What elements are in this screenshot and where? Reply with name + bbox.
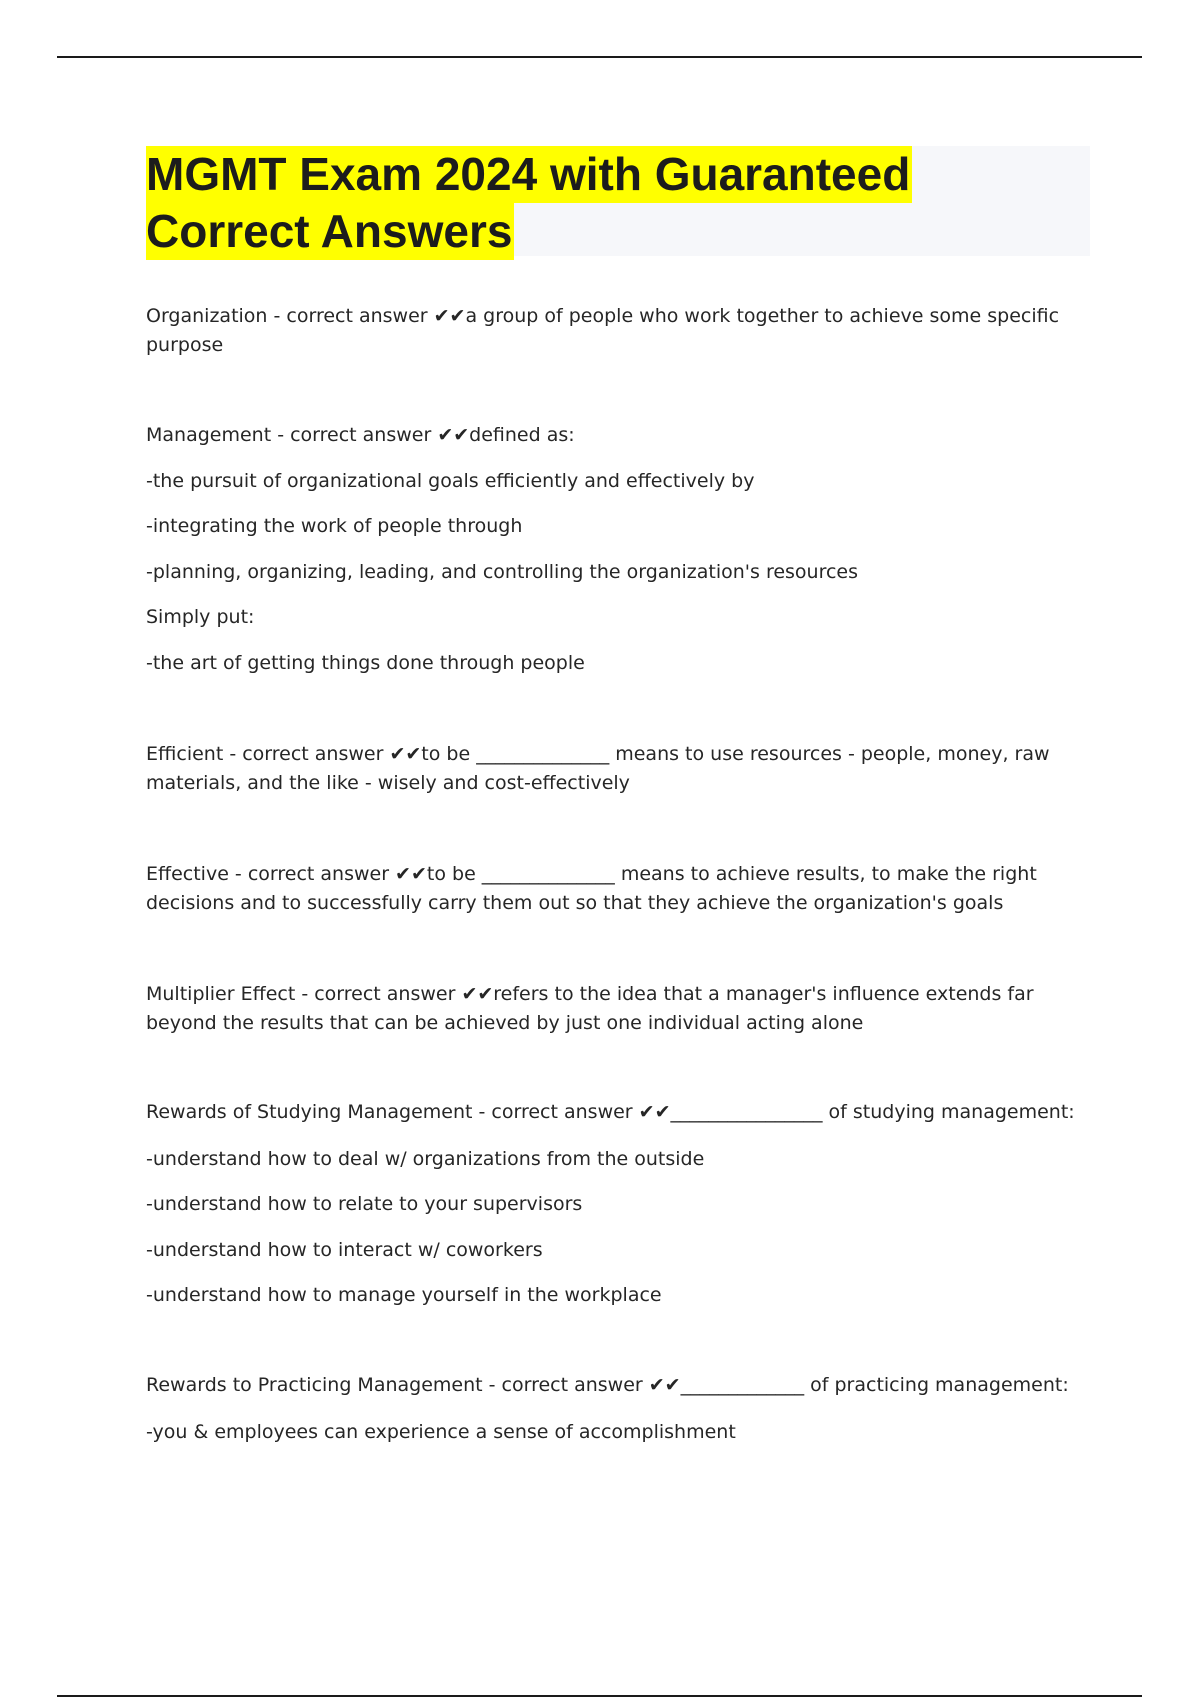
top-rule — [57, 56, 1142, 58]
title-line-1: MGMT Exam 2024 with Guaranteed — [146, 146, 912, 203]
qa-management: Management - correct answer ✔✔defined as: — [146, 424, 575, 446]
list-item: -the art of getting things done through people — [146, 652, 585, 674]
qa-effective — [146, 860, 1076, 918]
entry-text: Organization - correct answer ✔✔a group of people who work together to achieve some specific purpose — [146, 305, 1060, 356]
page-title — [146, 146, 912, 260]
qa-rewards-studying: Rewards of Studying Management - correct answer ✔✔________________ of studying management: — [146, 1101, 1075, 1123]
qa-efficient — [146, 740, 1076, 798]
qa-rewards-practicing: Rewards to Practicing Management - correct answer ✔✔_____________ of practicing management: — [146, 1374, 1069, 1396]
list-item: Simply put: — [146, 606, 255, 628]
entry-text: Multiplier Effect - correct answer ✔✔refers to the idea that a manager's influence extends far beyond the results that can be achieved by just one individual acting alone — [146, 983, 1034, 1034]
qa-organization — [146, 302, 1076, 360]
title-line-2: Correct Answers — [146, 203, 514, 260]
list-item: -understand how to relate to your supervisors — [146, 1193, 583, 1215]
list-item: -you & employees can experience a sense of accomplishment — [146, 1421, 736, 1443]
qa-multiplier-effect — [146, 980, 1076, 1038]
list-item: -understand how to manage yourself in the workplace — [146, 1284, 662, 1306]
list-item: -understand how to deal w/ organizations from the outside — [146, 1148, 705, 1170]
list-item: -understand how to interact w/ coworkers — [146, 1239, 543, 1261]
list-item: -planning, organizing, leading, and controlling the organization's resources — [146, 561, 859, 583]
list-item: -integrating the work of people through — [146, 515, 523, 537]
entry-text: Efficient - correct answer ✔✔to be ______________ means to use resources - people, money, raw materials, and the like - wisely and cost-effectively — [146, 743, 1050, 794]
bottom-rule — [57, 1695, 1142, 1697]
entry-text: Effective - correct answer ✔✔to be ______________ means to achieve results, to make the right decisions and to successfully carry them out so that they achieve the organization's goals — [146, 863, 1037, 914]
list-item: -the pursuit of organizational goals efficiently and effectively by — [146, 470, 755, 492]
